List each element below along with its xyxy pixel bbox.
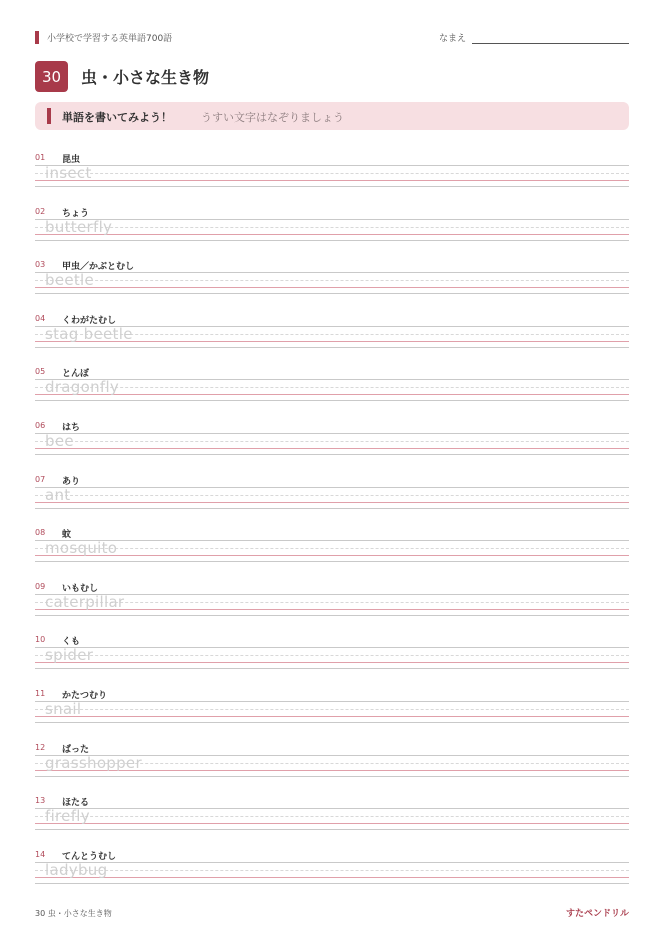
word-japanese: ほたる [62,798,90,809]
guide-line-base [35,287,629,288]
word-japanese: ばった [62,744,90,755]
word-japanese: くわがたむし [62,315,117,326]
guide-line-base [35,448,629,449]
word-english-trace: butterfly [45,217,113,236]
instruction-sub: うすい文字はなぞりましょう [201,111,344,124]
word-english-trace: ant [45,485,71,504]
word-row [35,635,629,683]
guide-line-top [35,701,629,702]
word-english-trace: grasshopper [45,753,142,772]
word-english-trace: beetle [45,271,95,290]
word-number: 09 [35,581,46,591]
word-english-trace: firefly [45,807,90,826]
word-row [35,528,629,576]
word-number: 01 [35,153,46,162]
guide-line-bottom[interactable] [35,776,629,777]
guide-line-bottom[interactable] [35,668,629,669]
name-write-line[interactable] [472,43,629,44]
lesson-number-badge: 30 [35,61,68,92]
guide-line-mid [35,441,629,442]
word-number: 13 [35,796,46,806]
word-row [35,689,629,737]
guide-line-base [35,716,629,717]
guide-line-bottom[interactable] [35,883,629,884]
name-label: なまえ [439,34,467,44]
word-english-trace: ladybug [45,860,108,879]
guide-line-mid [35,548,629,549]
guide-line-bottom[interactable] [35,722,629,723]
word-number: 04 [35,313,46,323]
word-row [35,153,629,201]
word-number: 12 [35,742,46,752]
guide-line-bottom[interactable] [35,508,629,509]
guide-line-mid [35,387,629,388]
word-row [35,850,629,898]
guide-line-base [35,180,629,181]
banner-accent-bar [47,108,51,124]
word-number: 02 [35,206,46,216]
lesson-header [35,61,629,93]
guide-line-top [35,433,629,434]
guide-line-base [35,823,629,824]
guide-line-top [35,540,629,541]
word-japanese: てんとうむし [62,851,117,862]
word-english-trace: mosquito [45,539,118,558]
guide-line-bottom[interactable] [35,400,629,401]
guide-line-bottom[interactable] [35,615,629,616]
guide-line-mid [35,816,629,817]
guide-line-top [35,272,629,273]
guide-line-base [35,502,629,503]
word-number: 11 [35,689,46,698]
guide-line-top [35,647,629,648]
word-japanese: ちょう [62,208,90,219]
word-row [35,475,629,523]
guide-line-top [35,219,629,220]
guide-line-base [35,394,629,395]
word-row [35,314,629,362]
book-title: 小学校で学習する英単語700語 [47,34,173,44]
top-bar [35,30,629,46]
guide-line-base [35,555,629,556]
word-japanese: くも [62,637,81,648]
word-japanese: 昆虫 [62,155,81,165]
instruction-main: 単語を書いてみよう！ [62,111,172,124]
word-row [35,582,629,630]
accent-bar [35,31,39,44]
guide-line-mid [35,870,629,871]
word-row [35,207,629,255]
word-english-trace: stag beetle [45,324,133,343]
guide-line-top [35,165,629,166]
footer-page-label: 30 虫・小さな生き物 [35,909,112,918]
guide-line-mid [35,495,629,496]
word-number: 06 [35,421,46,430]
guide-line-mid [35,709,629,710]
footer-brand: すたペンドリル [565,909,629,919]
word-row [35,796,629,844]
guide-line-bottom[interactable] [35,186,629,187]
guide-line-mid [35,655,629,656]
word-row [35,260,629,308]
guide-line-top [35,808,629,809]
guide-line-bottom[interactable] [35,240,629,241]
guide-line-bottom[interactable] [35,561,629,562]
word-number: 03 [35,260,46,270]
word-row [35,421,629,469]
guide-line-mid [35,173,629,174]
guide-line-top [35,862,629,863]
word-row [35,743,629,791]
word-number: 08 [35,528,46,538]
guide-line-mid [35,227,629,228]
word-japanese: いもむし [62,583,99,594]
word-japanese: はち [62,423,81,433]
word-english-trace: spider [45,646,94,665]
word-japanese: とんぼ [62,369,90,380]
guide-line-base [35,877,629,878]
word-japanese: かたつむり [62,691,108,701]
guide-line-bottom[interactable] [35,293,629,294]
word-number: 14 [35,849,46,859]
guide-line-base [35,662,629,663]
word-japanese: 甲虫／かぶとむし [62,262,135,273]
word-japanese: あり [62,476,81,487]
word-row [35,367,629,415]
word-english-trace: bee [45,432,74,450]
word-english-trace: dragonfly [45,378,120,397]
word-english-trace: caterpillar [45,592,125,611]
lesson-title: 虫・小さな生き物 [81,68,210,87]
word-number: 05 [35,367,46,377]
instruction-banner [35,102,629,130]
word-number: 10 [35,635,46,645]
guide-line-top [35,379,629,380]
guide-line-top [35,487,629,488]
word-english-trace: snail [45,700,82,718]
word-japanese: 蚊 [62,530,72,541]
word-number: 07 [35,474,46,484]
guide-line-bottom[interactable] [35,454,629,455]
guide-line-bottom[interactable] [35,347,629,348]
guide-line-bottom[interactable] [35,829,629,830]
word-english-trace: insect [45,164,92,182]
guide-line-mid [35,280,629,281]
guide-line-base [35,234,629,235]
